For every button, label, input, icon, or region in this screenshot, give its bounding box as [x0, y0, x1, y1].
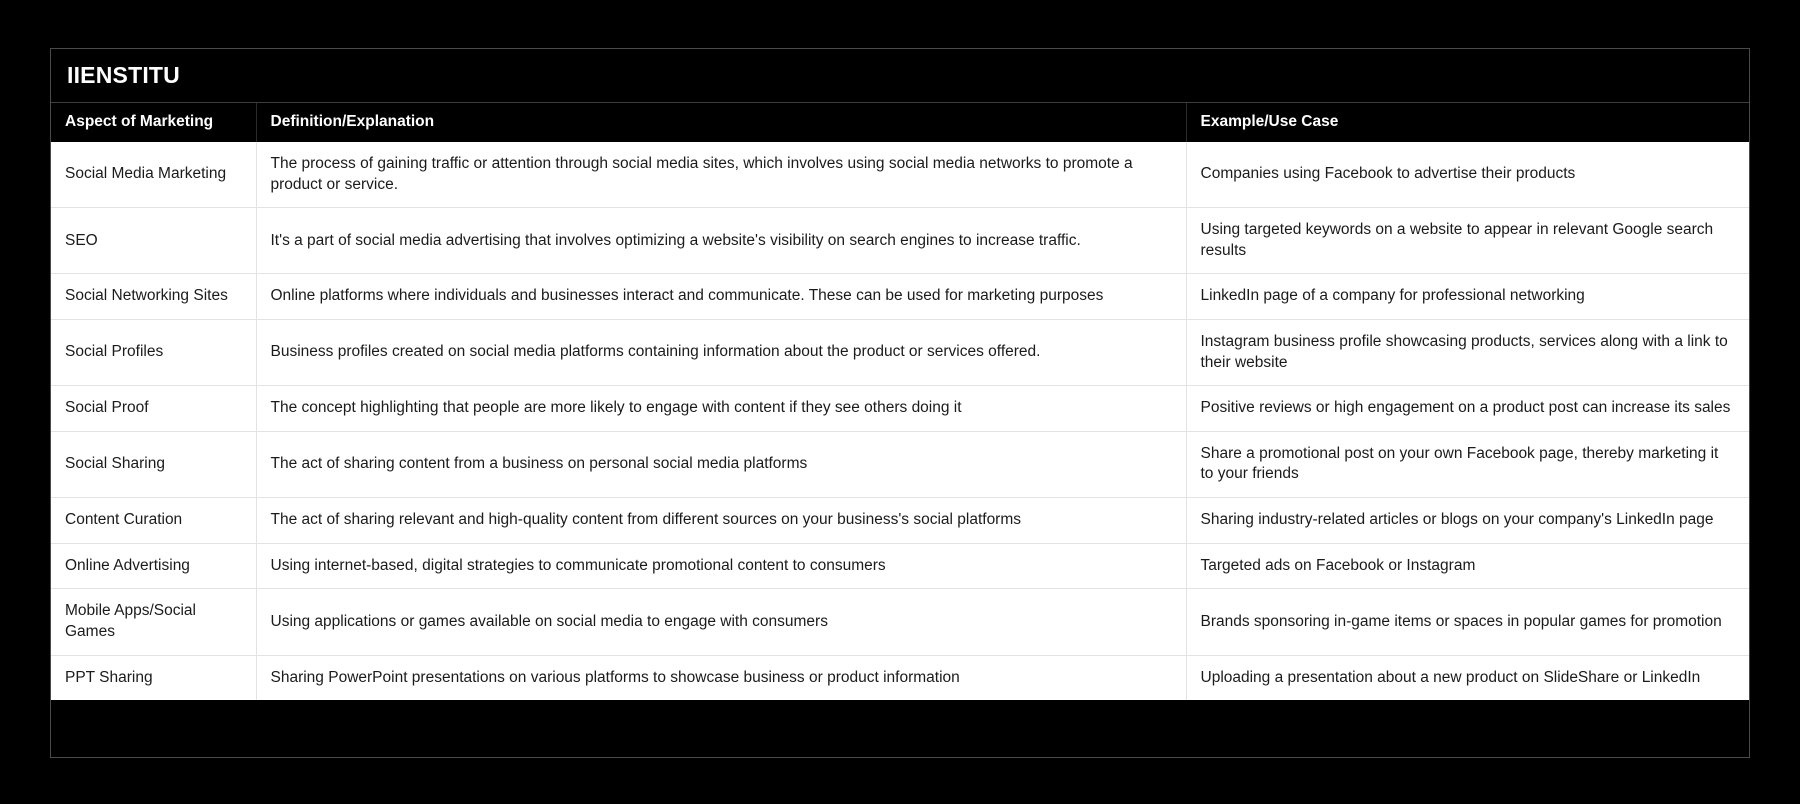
table-row: [51, 655, 1749, 700]
table-header-row: [51, 103, 1749, 142]
cell-example: Brands sponsoring in-game items or spaces in popular games for promotion: [1186, 589, 1749, 655]
table-row: [51, 589, 1749, 655]
marketing-aspects-table: [51, 103, 1749, 700]
cell-example: Uploading a presentation about a new product on SlideShare or LinkedIn: [1186, 655, 1749, 700]
cell-definition: Business profiles created on social media platforms containing information about the product or services offered.: [256, 320, 1186, 386]
column-header-example: Example/Use Case: [1186, 103, 1749, 142]
cell-definition: The act of sharing relevant and high-quality content from different sources on your business's social platforms: [256, 498, 1186, 544]
table-body: [51, 142, 1749, 700]
table-row: [51, 431, 1749, 497]
cell-aspect: PPT Sharing: [51, 655, 256, 700]
cell-aspect: Content Curation: [51, 498, 256, 544]
cell-aspect: Social Proof: [51, 386, 256, 432]
cell-aspect: SEO: [51, 208, 256, 274]
cell-definition: The process of gaining traffic or attention through social media sites, which involves using social media networks to promote a product or service.: [256, 142, 1186, 208]
cell-example: Companies using Facebook to advertise their products: [1186, 142, 1749, 208]
cell-aspect: Social Profiles: [51, 320, 256, 386]
brand-title: IIENSTITU: [67, 62, 180, 88]
cell-definition: The act of sharing content from a business on personal social media platforms: [256, 431, 1186, 497]
cell-definition: Using applications or games available on social media to engage with consumers: [256, 589, 1186, 655]
cell-definition: Online platforms where individuals and businesses interact and communicate. These can be used for marketing purposes: [256, 274, 1186, 320]
table-row: [51, 543, 1749, 589]
cell-example: Instagram business profile showcasing products, services along with a link to their website: [1186, 320, 1749, 386]
cell-definition: The concept highlighting that people are more likely to engage with content if they see others doing it: [256, 386, 1186, 432]
brand-bar: [51, 49, 1749, 103]
cell-example: LinkedIn page of a company for professional networking: [1186, 274, 1749, 320]
cell-example: Targeted ads on Facebook or Instagram: [1186, 543, 1749, 589]
cell-aspect: Mobile Apps/Social Games: [51, 589, 256, 655]
table-row: [51, 320, 1749, 386]
column-header-definition: Definition/Explanation: [256, 103, 1186, 142]
cell-aspect: Social Media Marketing: [51, 142, 256, 208]
cell-aspect: Online Advertising: [51, 543, 256, 589]
table-row: [51, 274, 1749, 320]
cell-definition: It's a part of social media advertising that involves optimizing a website's visibility on search engines to increase traffic.: [256, 208, 1186, 274]
cell-example: Sharing industry-related articles or blogs on your company's LinkedIn page: [1186, 498, 1749, 544]
cell-definition: Sharing PowerPoint presentations on various platforms to showcase business or product information: [256, 655, 1186, 700]
column-header-aspect: Aspect of Marketing: [51, 103, 256, 142]
cell-aspect: Social Sharing: [51, 431, 256, 497]
table-card: [50, 48, 1750, 758]
cell-aspect: Social Networking Sites: [51, 274, 256, 320]
cell-definition: Using internet-based, digital strategies to communicate promotional content to consumers: [256, 543, 1186, 589]
cell-example: Using targeted keywords on a website to appear in relevant Google search results: [1186, 208, 1749, 274]
cell-example: Share a promotional post on your own Facebook page, thereby marketing it to your friends: [1186, 431, 1749, 497]
table-header: [51, 103, 1749, 142]
table-row: [51, 208, 1749, 274]
table-row: [51, 142, 1749, 208]
table-row: [51, 386, 1749, 432]
cell-example: Positive reviews or high engagement on a product post can increase its sales: [1186, 386, 1749, 432]
table-row: [51, 498, 1749, 544]
